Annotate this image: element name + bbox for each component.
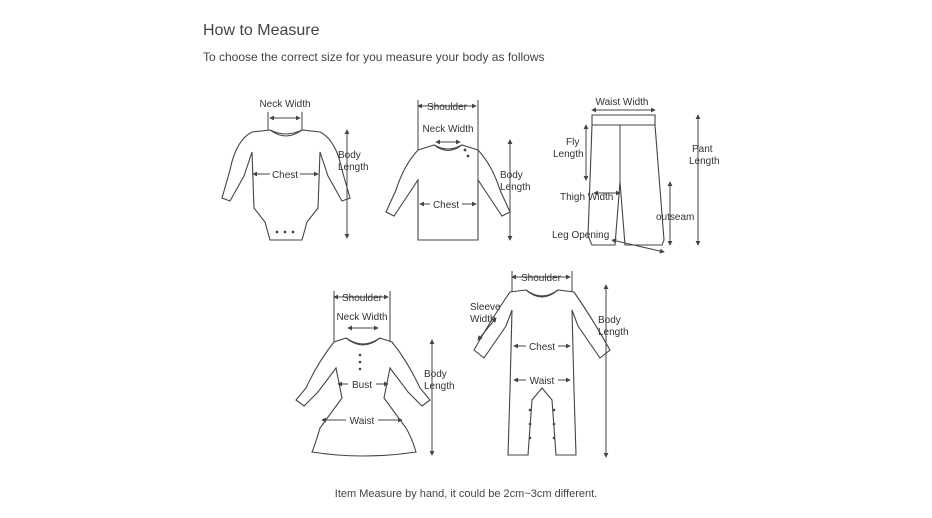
fly-length-label-2: Length	[553, 149, 584, 160]
chest-label: Chest	[432, 200, 460, 211]
pants-diagram	[552, 97, 720, 252]
shoulder-label: Shoulder	[426, 102, 468, 113]
dress-outline	[296, 338, 430, 456]
fly-length-label: Fly	[566, 137, 580, 148]
page-subtitle: To choose the correct size for you measure your body as follows	[203, 50, 545, 64]
sleeve-width-label: Sleeve	[470, 302, 501, 313]
dress-diagram	[296, 291, 455, 456]
waist-label: Waist	[529, 376, 555, 387]
body-length-label-2: Length	[338, 162, 369, 173]
body-length-label: Body	[338, 150, 361, 161]
body-length-label: Body	[424, 369, 447, 380]
pants-outline	[588, 115, 664, 245]
shirt-diagram	[386, 100, 531, 240]
romper-diagram	[470, 271, 629, 457]
bodysuit-diagram	[222, 99, 369, 240]
neck-width-label: Neck Width	[336, 312, 388, 323]
sleeve-width-label-2: Width	[470, 314, 496, 325]
neck-width-label: Neck Width	[422, 124, 474, 135]
body-length-label-2: Length	[598, 327, 629, 338]
thigh-width-label: Thigh Width	[560, 192, 614, 203]
body-length-label-2: Length	[500, 182, 531, 193]
body-length-label: Body	[598, 315, 621, 326]
page-title: How to Measure	[203, 22, 320, 39]
measurement-note: Item Measure by hand, it could be 2cm~3cm different.	[334, 488, 598, 500]
chest-label: Chest	[528, 342, 556, 353]
bust-label: Bust	[351, 380, 373, 391]
waist-width-label: Waist Width	[595, 97, 649, 108]
shirt-outline	[386, 145, 510, 240]
pant-length-label: Pant	[692, 144, 713, 155]
bodysuit-outline	[222, 130, 350, 240]
body-length-label-2: Length	[424, 381, 455, 392]
pant-length-label-2: Length	[689, 156, 720, 167]
leg-opening-label: Leg Opening	[552, 230, 610, 241]
outseam-label: outseam	[656, 212, 695, 223]
waist-label: Waist	[349, 416, 375, 427]
shoulder-label: Shoulder	[520, 273, 562, 284]
chest-label: Chest	[271, 170, 299, 181]
neck-width-label: Neck Width	[259, 99, 311, 110]
shoulder-label: Shoulder	[341, 293, 383, 304]
body-length-label: Body	[500, 170, 523, 181]
